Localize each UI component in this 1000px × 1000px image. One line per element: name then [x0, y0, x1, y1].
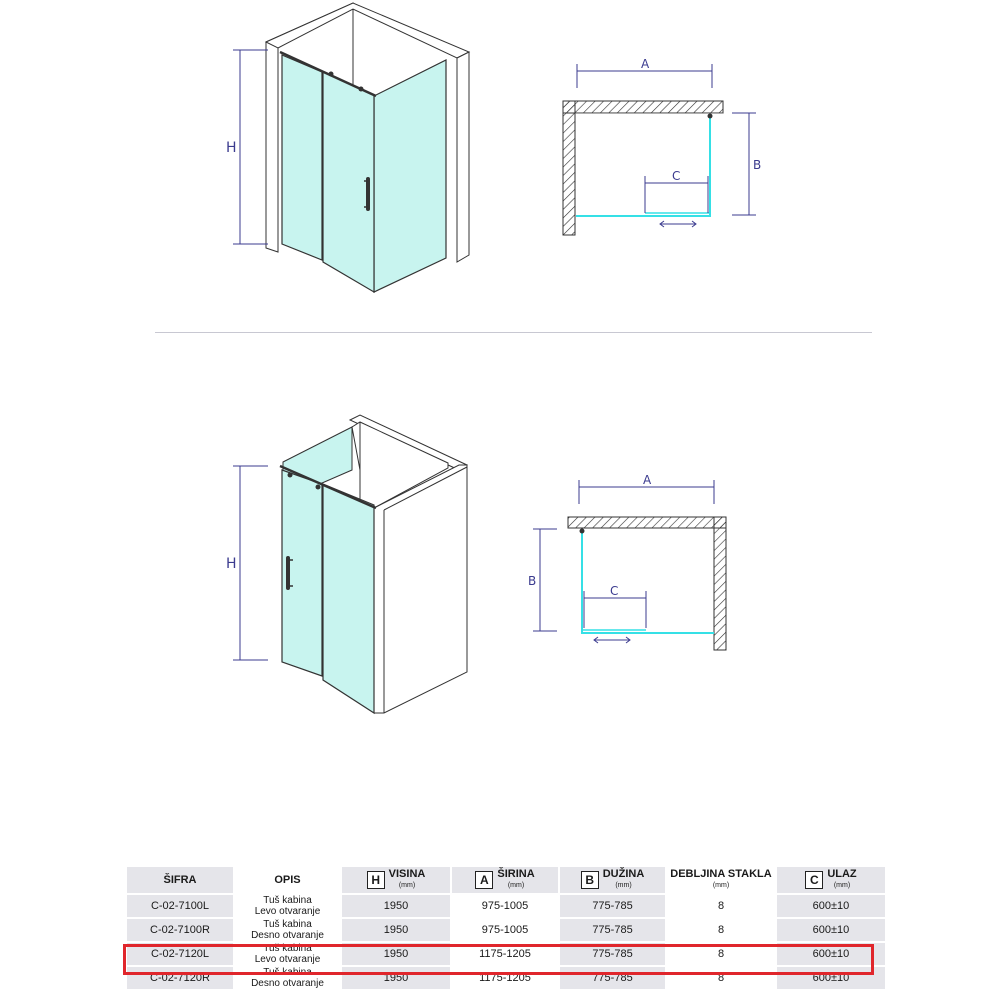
depth-label: B	[528, 574, 537, 588]
entry-label: C	[610, 584, 619, 598]
cell-debljina: 8	[667, 895, 775, 917]
table-row-highlighted	[127, 943, 885, 965]
opis-line1: Tuš kabina	[263, 943, 312, 954]
col-header-sirina	[452, 867, 558, 893]
opis-line2: Desno otvaranje	[251, 978, 324, 989]
depth-label: B	[753, 158, 762, 172]
col-header-duzina	[560, 867, 665, 893]
debljina-label: DEBLJINA STAKLA	[670, 868, 772, 880]
width-dimension	[577, 57, 712, 88]
front-fixed-glass	[323, 484, 374, 713]
height-dimension	[226, 466, 268, 660]
visina-label: VISINA	[388, 868, 426, 880]
section-divider	[155, 332, 872, 333]
h-icon: H	[367, 871, 385, 889]
plan-top-wall	[563, 101, 723, 113]
cell-visina: 1950	[342, 895, 450, 917]
back-wall-top	[266, 3, 469, 58]
cell-sifra: C-02-7100L	[127, 895, 233, 917]
cell-debljina: 8	[667, 967, 775, 989]
cell-sirina: 975-1005	[452, 895, 558, 917]
plan-right-wall	[714, 517, 726, 650]
side-glass-panel	[374, 60, 446, 292]
ulaz-unit: (mm)	[833, 882, 851, 889]
sirina-label: ŠIRINA	[497, 868, 535, 880]
cell-debljina: 8	[667, 919, 775, 941]
opis-line1: Tuš kabina	[263, 919, 312, 930]
depth-dimension	[732, 113, 761, 215]
height-label: H	[226, 556, 237, 572]
table-row	[127, 919, 885, 941]
sirina-unit: (mm)	[507, 882, 525, 889]
width-dimension	[579, 473, 714, 504]
door-handle	[286, 556, 290, 590]
opis-line2: Levo otvaranje	[254, 906, 321, 917]
door-handle	[366, 177, 370, 211]
cell-sirina: 975-1005	[452, 919, 558, 941]
cell-sirina: 1175-1205	[452, 943, 558, 965]
cell-sifra: C-02-7120R	[127, 967, 233, 989]
ulaz-label: ULAZ	[827, 868, 857, 880]
cell-duzina: 775-785	[560, 967, 665, 989]
plan-top-wall	[568, 517, 726, 528]
col-header-opis: OPIS	[235, 867, 340, 893]
slide-direction-arrow	[594, 637, 630, 643]
table-header-row	[127, 867, 885, 893]
right-wall	[457, 52, 469, 262]
opis-line2: Levo otvaranje	[254, 954, 321, 965]
col-header-ulaz	[777, 867, 885, 893]
cell-opis	[235, 967, 340, 989]
table-row	[127, 895, 885, 917]
col-header-visina	[342, 867, 450, 893]
slide-direction-arrow	[660, 221, 696, 227]
entry-dimension	[645, 169, 708, 213]
cell-debljina: 8	[667, 943, 775, 965]
cell-sirina: 1175-1205	[452, 967, 558, 989]
cell-opis	[235, 895, 340, 917]
top-plan-view	[540, 50, 800, 250]
col-header-sifra: ŠIFRA	[127, 867, 233, 893]
top-shower-3d-view	[0, 0, 500, 320]
width-label: A	[641, 57, 650, 71]
cell-opis	[235, 943, 340, 965]
height-label: H	[226, 140, 237, 156]
right-wall	[374, 465, 467, 713]
debljina-unit: (mm)	[712, 882, 730, 889]
duzina-label: DUŽINA	[602, 868, 645, 880]
depth-dimension	[528, 529, 557, 631]
b-icon: B	[581, 871, 599, 889]
cell-duzina: 775-785	[560, 919, 665, 941]
col-header-debljina	[667, 867, 775, 893]
cell-visina: 1950	[342, 967, 450, 989]
cell-ulaz: 600±10	[777, 919, 885, 941]
c-icon: C	[805, 871, 823, 889]
entry-dimension	[584, 584, 646, 628]
front-fixed-glass	[282, 55, 322, 260]
table-row	[127, 967, 885, 989]
bottom-shower-3d-view	[0, 400, 500, 730]
duzina-unit: (mm)	[615, 882, 632, 889]
cell-visina: 1950	[342, 943, 450, 965]
opis-line1: Tuš kabina	[263, 967, 312, 978]
width-label: A	[643, 473, 652, 487]
cell-sifra: C-02-7100R	[127, 919, 233, 941]
spec-table	[125, 865, 887, 991]
cell-opis	[235, 919, 340, 941]
plan-left-wall	[563, 101, 575, 235]
cell-ulaz: 600±10	[777, 967, 885, 989]
visina-unit: (mm)	[398, 882, 416, 889]
a-icon: A	[475, 871, 493, 889]
opis-line2: Desno otvaranje	[251, 930, 324, 941]
opis-line1: Tuš kabina	[263, 895, 312, 906]
cell-visina: 1950	[342, 919, 450, 941]
height-dimension	[226, 50, 268, 244]
cell-ulaz: 600±10	[777, 895, 885, 917]
cell-duzina: 775-785	[560, 895, 665, 917]
entry-label: C	[672, 169, 681, 183]
cell-ulaz: 600±10	[777, 943, 885, 965]
cell-duzina: 775-785	[560, 943, 665, 965]
cell-sifra: C-02-7120L	[127, 943, 233, 965]
bottom-plan-view	[510, 470, 770, 660]
